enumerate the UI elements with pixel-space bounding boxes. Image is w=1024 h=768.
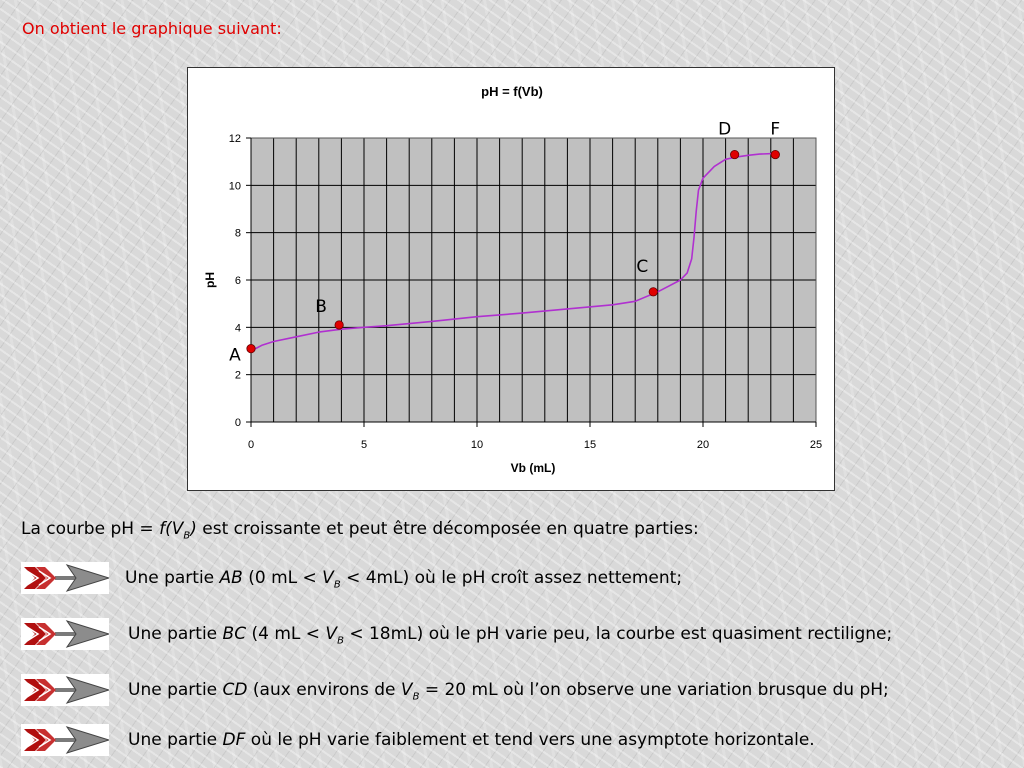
summary-start: La courbe pH = bbox=[21, 519, 160, 539]
bullet-prefix: Une partie bbox=[125, 568, 220, 588]
x-tick-label: 5 bbox=[360, 439, 368, 451]
bullet-segment-name: BC bbox=[222, 624, 247, 644]
point-d-label: D bbox=[718, 119, 732, 140]
point-b-marker bbox=[335, 321, 343, 329]
bullet-variable: V bbox=[322, 568, 334, 588]
bullet-prefix: Une partie bbox=[128, 680, 223, 700]
arrow-icon bbox=[21, 618, 109, 650]
point-b-label: B bbox=[315, 296, 327, 317]
y-tick-label: 0 bbox=[234, 417, 241, 429]
arrow-icon bbox=[21, 674, 109, 706]
bullet-ab bbox=[21, 562, 1021, 596]
point-c-marker bbox=[649, 288, 657, 296]
bullet-suffix: = 20 mL où l’on observe une variation brusque du pH; bbox=[419, 680, 889, 700]
x-tick-label: 0 bbox=[247, 439, 255, 451]
ph-chart bbox=[188, 68, 834, 490]
bullet-cd-text bbox=[128, 680, 889, 702]
bullet-df bbox=[21, 724, 1021, 758]
bullet-df-text bbox=[128, 730, 815, 750]
point-c-label: C bbox=[636, 256, 649, 277]
bullet-middle: (4 mL < bbox=[246, 624, 326, 644]
y-tick-label: 6 bbox=[234, 275, 241, 287]
y-tick-label: 12 bbox=[228, 133, 241, 145]
bullet-prefix: Une partie bbox=[128, 730, 223, 750]
bullet-segment-name: DF bbox=[222, 730, 246, 750]
bullet-subscript: B bbox=[337, 635, 344, 647]
bullet-variable: V bbox=[325, 624, 338, 644]
y-axis-label: pH bbox=[203, 272, 217, 288]
bullet-segment-name: CD bbox=[222, 680, 248, 700]
point-a-marker bbox=[247, 344, 255, 352]
bullet-suffix: < 18mL) où le pH varie peu, la courbe est quasiment rectiligne; bbox=[343, 624, 893, 644]
point-f-label: F bbox=[770, 119, 781, 140]
bullet-variable: V bbox=[400, 680, 413, 700]
summary-subscript: B bbox=[183, 530, 191, 542]
summary-sentence bbox=[21, 519, 699, 541]
bullet-middle: où le pH varie faiblement et tend vers une asymptote horizontale. bbox=[245, 730, 815, 750]
bullet-bc bbox=[21, 618, 1021, 652]
x-tick-label: 25 bbox=[809, 439, 823, 451]
summary-function: f(V bbox=[159, 519, 184, 539]
point-f-marker bbox=[771, 150, 779, 158]
point-d-marker bbox=[730, 150, 738, 158]
bullet-ab-text bbox=[125, 568, 682, 590]
x-tick-label: 10 bbox=[470, 439, 484, 451]
y-tick-label: 10 bbox=[228, 180, 241, 193]
x-axis-label: Vb (mL) bbox=[510, 461, 556, 475]
bullet-suffix: < 4mL) où le pH croît assez nettement; bbox=[340, 568, 683, 588]
bullet-middle: (aux environs de bbox=[247, 680, 401, 700]
bullet-bc-text bbox=[128, 624, 892, 646]
bullet-middle: (0 mL < bbox=[242, 568, 323, 588]
arrow-icon bbox=[21, 562, 109, 594]
bullet-subscript: B bbox=[333, 579, 341, 591]
x-tick-label: 20 bbox=[696, 439, 710, 451]
bullet-segment-name: AB bbox=[219, 568, 243, 588]
chart-title: pH = f(Vb) bbox=[481, 84, 543, 99]
intro-text: On obtient le graphique suivant: bbox=[22, 19, 282, 38]
y-tick-label: 8 bbox=[234, 227, 241, 240]
point-a-label: A bbox=[229, 345, 241, 366]
summary-end: est croissante et peut être décomposée en quatre parties: bbox=[196, 519, 699, 539]
y-tick-label: 4 bbox=[234, 322, 241, 335]
bullet-subscript: B bbox=[412, 691, 420, 703]
bullet-prefix: Une partie bbox=[128, 624, 223, 644]
x-tick-label: 15 bbox=[583, 439, 597, 451]
summary-close: ) bbox=[190, 519, 197, 539]
bullet-cd bbox=[21, 674, 1021, 708]
arrow-icon bbox=[21, 724, 109, 756]
chart-panel bbox=[187, 67, 835, 491]
y-tick-label: 2 bbox=[234, 369, 241, 382]
